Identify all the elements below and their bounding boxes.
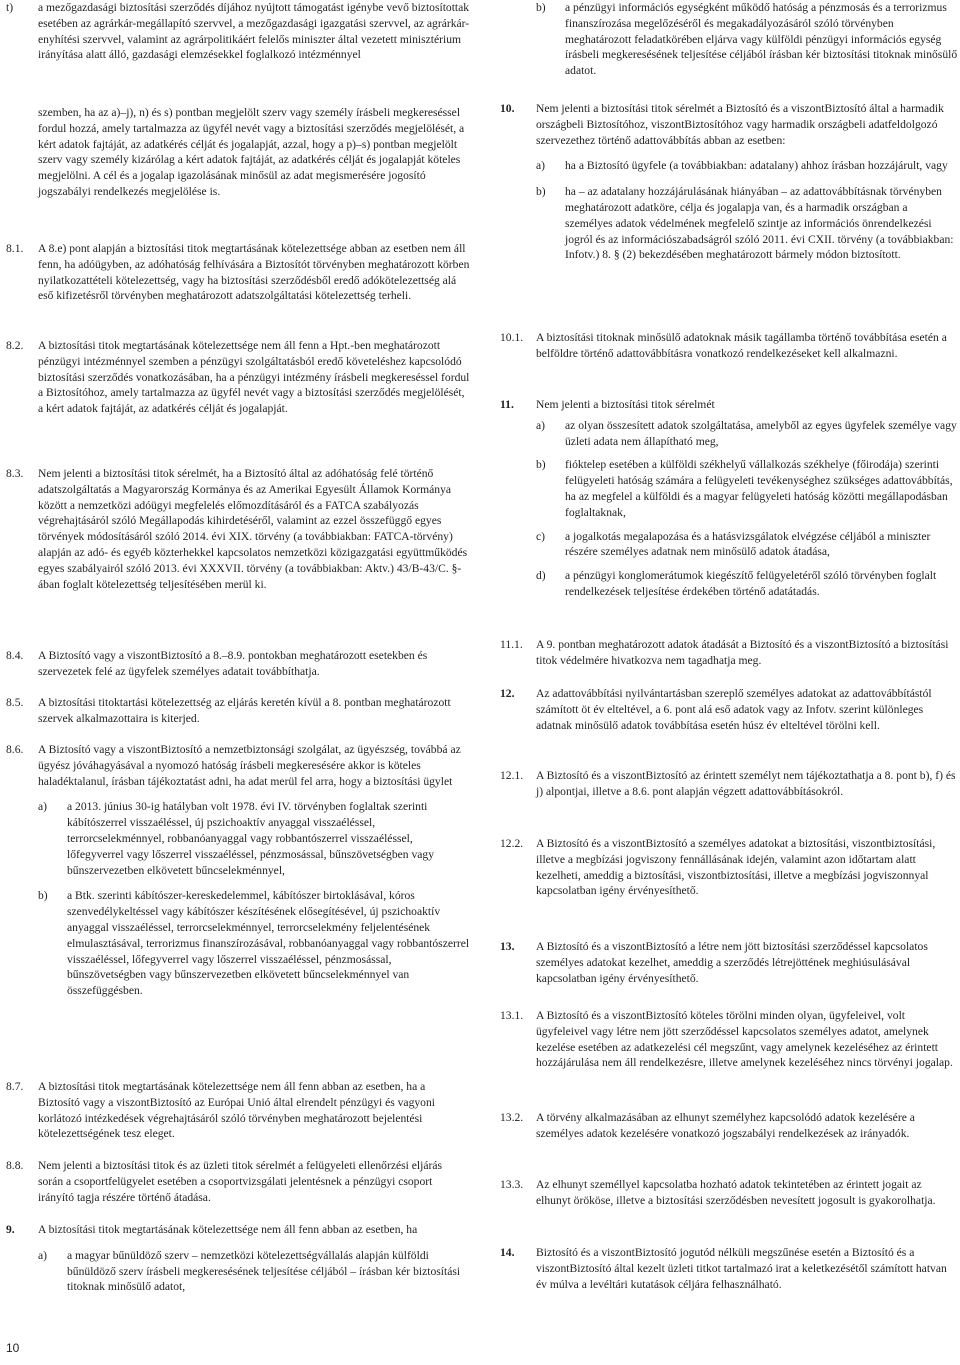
section-9	[0, 1222, 470, 1295]
section-8-2	[0, 338, 470, 417]
section-number: 8.3.	[6, 467, 24, 480]
sub-item-text: a jogalkotás megalapozása és a hatásvizsgálatok elvégzése céljából a miniszter részére személyes adatnak nem minősülő adatok átadása,	[565, 529, 931, 559]
section-number: 11.1.	[500, 638, 523, 651]
section-12-1	[500, 768, 958, 800]
section-11	[500, 397, 958, 600]
section-number: 13.2.	[500, 1111, 524, 1124]
section-number: 9.	[6, 1223, 15, 1236]
item-letter: t)	[6, 1, 14, 14]
section-number: 11.	[500, 398, 514, 411]
section-text: A biztosítási titoktartási kötelezettség az eljárás keretén kívül a 8. pontban meghatározott szervek alkalmazottaira is kiterjed.	[38, 696, 451, 725]
trailing-paragraph: szemben, ha az a)–j), n) és s) pontban megjelölt szerv vagy személy írásbeli megkereséssel fordul hozzá, amely tartalmazza az ügyfél nevét vagy a biztosítási szerződés megjelölését, a kért adatok fajtáját, az adatkérés célját és jogalapját, azzal, hogy a p)–s) pontban megjelölt szerv vagy személy kizárólag a kért adatok fajtáját, az adatkérés célját és jogalapját köteles megjelölni. A cél és a jogalap igazolásának minősül az adat megismerésére jogosító jogszabályi rendelkezés megjelölése is.	[38, 106, 465, 198]
section-text: A Biztosító és a viszontBiztosító az érintett személyt nem tájékoztathatja a 8. pont b), f) és j) alpontjai, illetve a 8.6. pont alapján végzett adattovábbításokról.	[536, 769, 956, 798]
section-text: A Biztosító és a viszontBiztosító a személyes adatokat a biztosítási, viszontbiztosítási, illetve a megbízási jogviszony fennállásának idején, valamint azon időtartam alatt kezelheti, ameddig a biztosítási, viszontbiztosítási, illetve a megbízási jogviszonnyal kapcsolatban igény érvényesíthető.	[536, 837, 936, 898]
section-10-1	[500, 330, 958, 362]
section-number: 8.2.	[6, 339, 24, 352]
sub-item-a	[38, 799, 470, 878]
section-text: A Biztosító vagy a viszontBiztosító a 8.–8.9. pontokban meghatározott esetekben és szervezetek felé az ügyfelek személyes adatait továbbíthatja.	[38, 649, 428, 678]
section-text: A biztosítási titok megtartásának kötelezettsége nem áll fenn abban az esetben, ha	[38, 1223, 418, 1236]
section-number: 12.2.	[500, 837, 524, 850]
section-text: A biztosítási titok megtartásának kötelezettsége nem áll fenn abban az esetben, ha a Biztosító vagy a viszontBiztosító az Európai Unió által elrendelt pénzügyi és vagyoni korlátozó intézkedések végrehajtásáról szóló törvényben meghatározott bejelentési kötelezettségének tesz eleget.	[38, 1080, 435, 1141]
sub-item-a	[38, 1248, 470, 1295]
sub-item-text: ha a Biztosító ügyfele (a továbbiakban: adatalany) ahhoz írásban hozzájárult, vagy	[565, 159, 948, 173]
section-8-1	[0, 241, 470, 304]
section-8-4	[0, 648, 470, 680]
sub-item-text: az olyan összesített adatok szolgáltatása, amelyből az egyes ügyfelek személye vagy üzleti adata nem állapítható meg,	[565, 418, 957, 448]
section-number: 12.	[500, 687, 515, 700]
section-8-8	[0, 1158, 470, 1205]
sub-item-text: a Btk. szerinti kábítószer-kereskedelemmel, kábítószer birtoklásával, kóros szenvedélykeltéssel vagy kábítószer készítésének elősegítésével, új pszichoaktív anyaggal visszaéléssel, terrorcselekménnyel, terrorcselekmény feljelentésének elmulasztásával, terrorizmus finanszírozásával, robbanóanyaggal vagy robbantószerrel visszaéléssel, lőfegyverrel vagy lőszerrel visszaéléssel, pénzmosással, bűnszövetségben vagy bűnszervezetben elkövetett bűncselekménnyel van összefüggésben.	[67, 889, 470, 998]
sub-item-text: a magyar bűnüldöző szerv – nemzetközi kötelezettségvállalás alapján külföldi bűnüldöző szerv írásbeli megkeresésének teljesítése céljából – írásban kér biztosítási titoknak minősülő adatot,	[67, 1248, 461, 1294]
sub-item-text: a 2013. június 30-ig hatályban volt 1978. évi IV. törvényben foglaltak szerinti kábítószerrel visszaéléssel, új pszichoaktív anyaggal visszaéléssel, terrorcselekménnyel, robbanóanyaggal vagy robbantószerrel visszaéléssel, lőfegyverrel vagy lőszerrel visszaéléssel, pénzmosással, bűnszövetségben vagy bűnszervezetben elkövetett bűncselekménnyel,	[67, 800, 435, 877]
sub-item-letter: c)	[536, 529, 546, 543]
section-number: 8.4.	[6, 649, 24, 662]
section-text: A Biztosító és a viszontBiztosító köteles törölni minden olyan, ügyfeleivel, volt ügyfeleivel vagy létre nem jött szerződéssel kapcsolatos személyes adatot, amelynek kezelése esetében az adatkezelési cél megszűnt, vagy amelynek kezeléséhez az érintett hozzájárulása nem áll rendelkezésre, illetve amelynek kezeléséhez nincs törvényi jogalap.	[536, 1009, 953, 1070]
section-text: Az adattovábbítási nyilvántartásban szereplő személyes adatokat az adattovábbítástól számított öt év elteltével, a 6. pont alá eső adatok vagy az Infotv. szerint különleges adatnak minősülő adatok továbbítása esetén húsz év elteltével törölni kell.	[536, 687, 932, 732]
section-text: A Biztosító vagy a viszontBiztosító a nemzetbiztonsági szolgálat, az ügyészség, továbbá az ügyész jóváhagyásával a nyomozó hatóság írásbeli megkeresésére akkor is köteles haladéktalanul, írásban tájékoztatást adni, ha adat merül fel arra, hogy a biztosítási ügylet	[38, 743, 461, 788]
sub-item-letter: a)	[38, 800, 48, 814]
section-8-7	[0, 1079, 470, 1142]
sub-item-letter: a)	[536, 418, 546, 432]
sub-item-text: ha – az adatalany hozzájárulásának hiányában – az adattovábbításnak törvényben meghatározott adatköre, célja és jogalapja van, és a harmadik országban a személyes adatok védelmének megfelelő szintje az információs önrendelkezési jogról és az információszabadságról szóló 2011. évi CXII. törvény (a továbbiakban: Infotv.) 8. § (2) bekezdésében meghatározott bármely módon biztosított.	[565, 185, 954, 262]
sub-item-letter: d)	[536, 569, 546, 583]
sub-item-letter: b)	[536, 1, 546, 14]
sub-item-b	[536, 184, 958, 263]
section-text: A törvény alkalmazásában az elhunyt személyhez kapcsolódó adatok kezelésére a személyes adatok kezelésére vonatkozó jogszabályi rendelkezések az irányadók.	[536, 1111, 915, 1140]
section-12-2	[500, 836, 958, 899]
section-text: Az elhunyt személlyel kapcsolatba hozható adatok tekintetében az érintett jogait az elhunyt örököse, illetve a biztosítási szerződésben nevesített jogosult is gyakorolhatja.	[536, 1178, 936, 1207]
section-14	[500, 1245, 958, 1292]
section-number: 8.7.	[6, 1080, 24, 1093]
sub-item-letter: b)	[38, 889, 48, 903]
sub-item-c	[536, 529, 958, 561]
sub-item-text: a pénzügyi információs egységként működő hatóság a pénzmosás és a terrorizmus finanszírozása megelőzéséről és megakadályozásáról szóló törvényben meghatározott feladatkörében eljárva vagy külföldi pénzügyi információs egység írásbeli megkeresésének teljesítése céljából írásban kér biztosítási titoknak minősülő adatot.	[565, 1, 958, 78]
section-text: Biztosító és a viszontBiztosító jogutód nélküli megszűnése esetén a Biztosító és a viszontBiztosító által kezelt üzleti titkot tartalmazó irat a keletkezésétől számított hatvan év múlva a levéltári kutatások céljára felhasználható.	[536, 1246, 947, 1291]
section-text: A biztosítási titoknak minősülő adatoknak másik tagállamba történő továbbítása esetén a belföldre történő adattovábbításra vonatkozó rendelkezéseket kell alkalmazni.	[536, 331, 947, 360]
section-8-3	[0, 466, 470, 592]
section-text: A 9. pontban meghatározott adatok átadását a Biztosító és a viszontBiztosító a biztosítási titok védelmére hivatkozva nem tagadhatja meg.	[536, 638, 949, 667]
section-number: 13.	[500, 940, 515, 953]
section-11-1	[500, 637, 958, 669]
sub-item-b	[38, 888, 470, 999]
section-text: Nem jelenti a biztosítási titok és az üzleti titok sérelmét a felügyeleti ellenőrzési eljárás során a csoportfelügyelet esetében a csoportvizsgálati jelentésnek a pénzügyi csoport irányító tagja részére történő átadása.	[38, 1159, 443, 1204]
section-number: 13.3.	[500, 1178, 524, 1191]
sub-item-text: a pénzügyi konglomerátumok kiegészítő felügyeletéről szóló törvényben foglalt rendelkezések teljesítése érdekében történő adatátadás.	[565, 569, 937, 598]
page-number: 10	[6, 1341, 20, 1355]
section-13-1	[500, 1008, 958, 1071]
section-text: Nem jelenti a biztosítási titok sérelmét a Biztosító és a viszontBiztosító által a harmadik országbeli Biztosítóhoz, viszontBiztosítóhoz vagy harmadik országbeli adatfeldolgozó szervezethez történő adattovábbítás abban az esetben:	[536, 102, 944, 147]
sub-item-letter: b)	[536, 185, 546, 199]
section-8-6	[0, 742, 470, 999]
item-text: a mezőgazdasági biztosítási szerződés díjához nyújtott támogatást igénybe vevő biztosítottak esetében az agrárkár-megállapító szervvel, a mezőgazdasági igazgatási szervvel, az agrárkár-enyhítési szervvel, valamint az agrárpolitikáért felelős miniszter által vezetett minisztérium irányítása alatt álló, gazdasági elemzésekkel foglalkozó intézménnyel	[38, 1, 470, 62]
section-number: 8.8.	[6, 1159, 24, 1172]
section-number: 12.1.	[500, 769, 524, 782]
section-10	[500, 101, 958, 263]
section-text: Nem jelenti a biztosítási titok sérelmét, ha a Biztosító által az adóhatóság felé történő adatszolgáltatás a Magyarország Kormánya és az Amerikai Egyesült Államok Kormánya között a nemzetközi adóügyi megfelelés előmozdításáról és a FATCA szabályozás végrehajtásáról szóló Megállapodás kihirdetéséről, valamint az ezzel összefüggő egyes törvények módosításáról szóló 2014. évi XIX. törvény (a továbbiakban: FATCA-törvény) alapján az adó- és egyéb közterhekkel kapcsolatos nemzetközi közigazgatási együttműködés egyes szabályairól szóló 2013. évi XXXVII. törvény (a továbbiakban: Aktv.) 43/B-43/C. §-ában foglalt kötelezettség teljesítésében merül ki.	[38, 467, 468, 591]
sub-item-letter: b)	[536, 458, 546, 472]
item-t	[0, 0, 470, 63]
section-text: Nem jelenti a biztosítási titok sérelmét	[536, 398, 715, 411]
section-number: 10.	[500, 102, 515, 115]
section-text: A Biztosító és a viszontBiztosító a létre nem jött biztosítási szerződéssel kapcsolatos személyes adatokat kezelhet, ameddig a szerződés létrejöttének meghiúsulásával kapcsolatban igény érvényesíthető.	[536, 940, 928, 985]
section-text: A 8.e) pont alapján a biztosítási titok megtartásának kötelezettsége abban az esetben nem áll fenn, ha adóügyben, az adóhatóság felhívására a Biztosítót törvényben meghatározott körben nyilatkozattételi kötelezettség, vagy ha biztosítási szerződésből eredő adókötelezettség alá eső kifizetésről törvényben meghatározott adatszolgáltatási kötelezettség terheli.	[38, 242, 470, 303]
sub-item-text: fióktelep esetében a külföldi székhelyű vállalkozás székhelye (főirodája) szerinti felügyeleti hatóság számára a felügyeleti tevékenységhez szükséges adattovábbítás, ha az megfelel a külföldi és a magyar felügyeleti hatóság közötti megállapodásban foglaltaknak,	[565, 458, 953, 519]
section-number: 10.1.	[500, 331, 524, 344]
sub-item-b	[536, 457, 958, 520]
section-13	[500, 939, 958, 986]
sub-item-a	[536, 418, 958, 450]
sub-item-letter: a)	[38, 1248, 48, 1262]
sub-item-a	[536, 158, 958, 174]
section-13-2	[500, 1110, 958, 1142]
section-number: 13.1.	[500, 1009, 524, 1022]
item-b-continued	[536, 0, 958, 79]
section-text: A biztosítási titok megtartásának kötelezettsége nem áll fenn a Hpt.-ben meghatározott pénzügyi intézménnyel szemben a pénzügyi szolgáltatásból eredő követeléshez kapcsolódó biztosítási szerződés vonatkozásában, ha a pénzügyi intézmény írásbeli megkereséssel fordul a Biztosítóhoz, amely tartalmazza az ügyfél nevét vagy a biztosítási szerződés megjelölését, a kért adatok fajtáját, az adatkérés célját és jogalapját.	[38, 339, 470, 416]
section-number: 14.	[500, 1246, 515, 1259]
section-13-3	[500, 1177, 958, 1209]
section-12	[500, 686, 958, 733]
sub-item-letter: a)	[536, 159, 546, 173]
section-8-5	[0, 695, 470, 727]
section-number: 8.1.	[6, 242, 24, 255]
section-number: 8.5.	[6, 696, 24, 709]
section-number: 8.6.	[6, 743, 24, 756]
sub-item-d	[536, 568, 958, 600]
